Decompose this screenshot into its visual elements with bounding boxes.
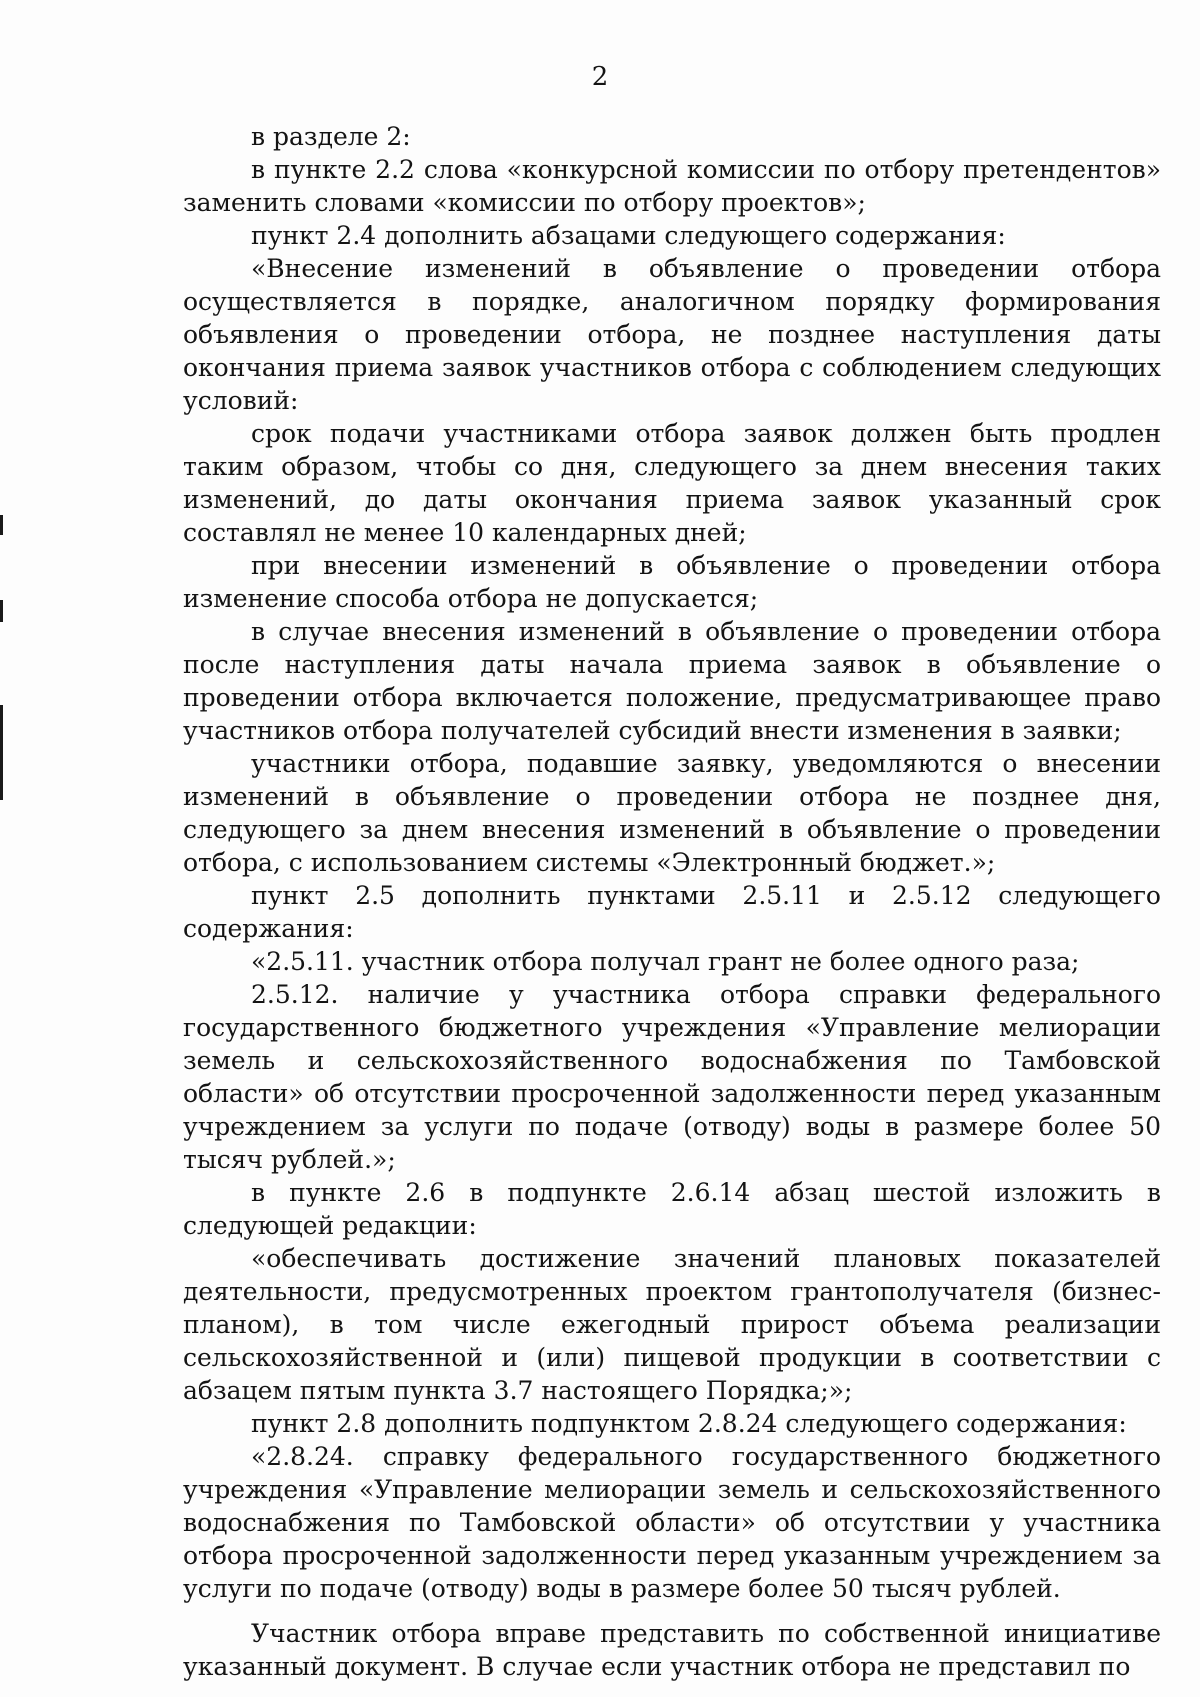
paragraph: пункт 2.5 дополнить пунктами 2.5.11 и 2.5.12 следующего содержания: [183, 881, 1161, 943]
paragraph: «Внесение изменений в объявление о проведении отбора осуществляется в порядке, аналогичном порядку формирования объявления о проведении отбора, не позднее наступления даты окончания приема заявок участников отбора с соблюдением следующих условий: [183, 254, 1161, 415]
scan-edge-mark [0, 515, 3, 535]
paragraph: при внесении изменений в объявление о проведении отбора изменение способа отбора не допускается; [183, 551, 1161, 613]
paragraph: «обеспечивать достижение значений плановых показателей деятельности, предусмотренных проектом грантополучателя (бизнес-планом), в том числе ежегодный прирост объема реализации сельскохозяйственной и (или) пищевой продукции в соответствии с абзацем пятым пункта 3.7 настоящего Порядка;»; [183, 1244, 1161, 1405]
paragraph: пункт 2.8 дополнить подпунктом 2.8.24 следующего содержания: [251, 1409, 1127, 1438]
scan-edge-mark [0, 600, 3, 622]
paragraph: в разделе 2: [251, 122, 411, 151]
document-body [183, 120, 1161, 1683]
paragraph: «2.8.24. справку федерального государственного бюджетного учреждения «Управление мелиорации земель и сельскохозяйственного водоснабжения по Тамбовской области» об отсутствии у участника отбора просроченной задолженности перед указанным учреждением за услуги по подаче (отводу) воды в размере более 50 тысяч рублей. [183, 1442, 1161, 1603]
scan-edge-mark [0, 705, 3, 800]
paragraph: «2.5.11. участник отбора получал грант не более одного раза; [251, 947, 1080, 976]
paragraph: 2.5.12. наличие у участника отбора справки федерального государственного бюджетного учреждения «Управление мелиорации земель и сельскохозяйственного водоснабжения по Тамбовской области» об отсутствии просроченной задолженности перед указанным учреждением за услуги по подаче (отводу) воды в размере более 50 тысяч рублей.»; [183, 980, 1161, 1174]
paragraph: срок подачи участниками отбора заявок должен быть продлен таким образом, чтобы со дня, следующего за днем внесения таких изменений, до даты окончания приема заявок указанный срок составлял не менее 10 календарных дней; [183, 419, 1161, 547]
paragraph: Участник отбора вправе представить по собственной инициативе указанный документ. В случае если участник отбора не представил по [183, 1619, 1161, 1681]
paragraph: участники отбора, подавшие заявку, уведомляются о внесении изменений в объявление о проведении отбора не позднее дня, следующего за днем внесения изменений в объявление о проведении отбора, с использованием системы «Электронный бюджет.»; [183, 749, 1161, 877]
paragraph: пункт 2.4 дополнить абзацами следующего содержания: [251, 221, 1006, 250]
paragraph: в пункте 2.2 слова «конкурсной комиссии по отбору претендентов» заменить словами «комиссии по отбору проектов»; [183, 155, 1161, 217]
paragraph: в случае внесения изменений в объявление о проведении отбора после наступления даты начала приема заявок в объявление о проведении отбора включается положение, предусматривающее право участников отбора получателей субсидий внести изменения в заявки; [183, 617, 1161, 745]
page-number: 2 [591, 62, 609, 92]
paragraph: в пункте 2.6 в подпункте 2.6.14 абзац шестой изложить в следующей редакции: [183, 1178, 1161, 1240]
